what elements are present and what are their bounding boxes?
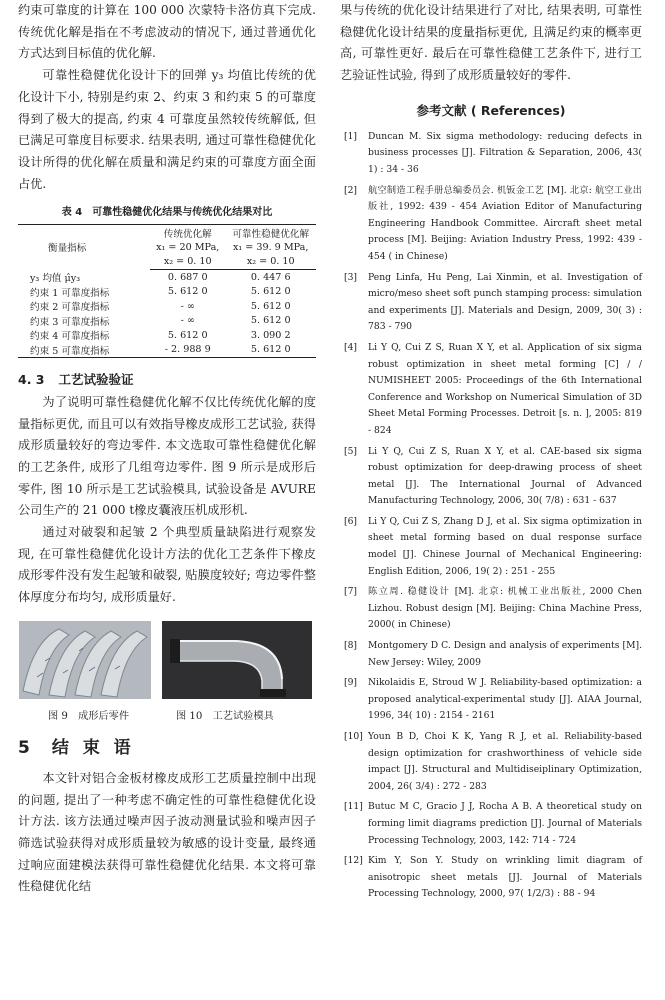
references-heading: 参考文献 ( References): [416, 102, 566, 118]
reference-number: [11]: [344, 801, 363, 813]
row-value-robust: 5. 612 0: [250, 286, 291, 298]
reference-item: [340, 638, 642, 671]
table-row: [18, 299, 316, 314]
row-label: 约束 3 可靠度指标: [30, 316, 110, 328]
reference-item: [340, 675, 642, 725]
reference-number: [4]: [344, 341, 358, 353]
table-row: [18, 328, 316, 343]
reference-item: [340, 444, 642, 510]
table-col1-x1: x₁ = 20 MPa,: [156, 241, 220, 253]
reference-text: Nikolaidis E, Stroud W J. Reliability-based optimization: a proposed analytical-experimental study [J]. AIAA Journal, 1996, 34( 10) : 2154 - 2161: [368, 677, 642, 722]
reference-item: [340, 270, 642, 336]
test-die-photo: [162, 621, 312, 699]
table-row: [18, 269, 316, 284]
row-value-traditional: - ∞: [180, 300, 195, 312]
row-label: 约束 4 可靠度指标: [30, 331, 110, 343]
reference-item: [340, 340, 642, 440]
table-col1-x2: x₂ = 0. 10: [150, 254, 225, 269]
reference-item: [340, 799, 642, 849]
reference-text: Li Y Q, Cui Z S, Ruan X Y, et al. CAE-based six sigma robust optimization for deep-drawing process of sheet metal [J]. The International Journal of Advanced Manufacturing Technology, 2006, 30( 7/8) : 631 - 637: [368, 445, 642, 507]
reference-text: Kim Y, Son Y. Study on wrinkling limit diagram of anisotropic sheet metals [J]. Journal of Materials Processing Technology, 2000, 97( 1/2/3) : 88 - 94: [368, 855, 642, 900]
section-heading-5: [18, 733, 316, 758]
table-caption: 表 4 可靠性稳健优化结果与传统优化结果对比: [61, 207, 273, 219]
figures-row: [18, 621, 316, 721]
row-value-robust: 0. 447 6: [250, 271, 291, 283]
table-col2-x1: x₁ = 39. 9 MPa,: [232, 241, 309, 253]
table-row: [18, 342, 316, 357]
row-label: 约束 2 可靠度指标: [30, 302, 110, 314]
reference-number: [8]: [344, 640, 358, 652]
row-value-traditional: - ∞: [180, 315, 195, 327]
reference-text: 航空制造工程手册总编委员会. 机钣金工艺 [M]. 北京: 航空工业出版社, 1992: 439 - 454 Aviation Editor of Manufacturing Engineering Handbook Committee. Aircraft sheet metal process [M]. Beijing: Aviation Industry Press, 1992: 439 - 454 ( in Chinese): [368, 184, 642, 262]
table-row: [18, 284, 316, 299]
paragraph-conclusion: 本文针对铝合金板材橡皮成形工艺质量控制中出现的问题, 提出了一种考虑不确定性的可靠性稳健优化设计方法. 该方法通过噪声因子波动测量试验和噪声因子筛选试验获得对成形质量较为敏感的设计变量, 最终通过响应面建模法获得可靠性稳健优化结果. 本文将可靠性稳健优化结: [18, 770, 316, 894]
table-header-row: [18, 225, 316, 240]
reference-text: Li Y Q, Cui Z S, Ruan X Y, et al. Application of six sigma robust optimization in sheet metal forming [C] / / NUMISHEET 2005: Proceedings of the 6th International Conference and Workshop on Numerical Simulation of 3D Sheet Metal Forming Processes. Detroit [s. n. ], 2005: 819 - 824: [368, 341, 642, 436]
paragraph-conclusion-continued: 果与传统的优化设计结果进行了对比, 结果表明, 可靠性稳健优化设计结果的度量指标更优, 且满足约束的概率更高, 可靠性更好. 最后在可靠性稳健工艺条件下, 进行工艺验证性试验, 得到了成形质量较好的零件.: [340, 3, 642, 83]
reference-text: 陈立周. 稳健设计 [M]. 北京: 机械工业出版社, 2000 Chen Lizhou. Robust design [M]. Beijing: China Machine Press, 2000( in Chinese): [368, 586, 642, 631]
left-column: [18, 0, 316, 898]
row-label: y₃ 均值 μ̂y₃: [30, 272, 81, 284]
row-value-robust: 5. 612 0: [250, 315, 291, 327]
reference-item: [340, 584, 642, 634]
row-value-robust: 5. 612 0: [250, 300, 291, 312]
section-number: 4. 3: [18, 371, 45, 387]
row-value-robust: 3. 090 2: [250, 329, 291, 341]
reference-number: [10]: [344, 731, 363, 742]
formed-parts-photo: [19, 621, 151, 699]
references-list: [340, 129, 642, 903]
row-value-robust: 5. 612 0: [225, 342, 316, 357]
reference-number: [6]: [344, 515, 358, 527]
reference-text: Montgomery D C. Design and analysis of experiments [M]. New Jersey: Wiley, 2009: [368, 640, 642, 668]
reference-item: [340, 514, 642, 580]
reference-text: Butuc M C, Gracio J J, Rocha A B. A theoretical study on forming limit diagrams prediction [J]. Journal of Materials Processing Technology, 2003, 142: 714 - 724: [368, 801, 642, 846]
reference-number: [3]: [344, 271, 358, 283]
reference-item: [340, 853, 642, 903]
section-title: 结 束 语: [51, 737, 135, 758]
reference-text: Peng Linfa, Hu Peng, Lai Xinmin, et al. Investigation of micro/meso sheet soft punch stamping process: simulation and experiments [J]. Materials and Design, 2009, 30( 3) : 783 - 790: [368, 271, 642, 333]
table-col1-title: 传统优化解: [150, 225, 225, 240]
reference-number: [9]: [344, 677, 358, 689]
reference-number: [5]: [344, 445, 358, 457]
paragraph-experiment: 为了说明可靠性稳健优化解不仅比传统优化解的度量指标更优, 而且可以有效指导橡皮成形工艺试验, 获得成形质量较好的弯边零件. 本文选取可靠性稳健优化解的工艺条件, 成形了几组弯边零件. 图 9 所示是成形后零件, 图 10 所示是工艺试验模具, 试验设备是 AVURE 公司生产的 21 000 t橡皮囊液压机成形机.: [18, 394, 316, 518]
reference-number: [1]: [344, 130, 358, 142]
figure-10-caption: 图 10 工艺试验模具: [176, 710, 274, 722]
table-col-label: 衡量指标: [18, 225, 150, 270]
row-value-traditional: 0. 687 0: [167, 271, 208, 283]
row-value-traditional: 5. 612 0: [167, 329, 208, 341]
reference-item: [340, 129, 642, 179]
row-label: 约束 1 可靠度指标: [30, 287, 110, 299]
section-title: 工艺试验验证: [58, 371, 134, 387]
reference-text: Youn B D, Choi K K, Yang R J, et al. Reliability-based design optimization for crashworthiness of vehicle side impact [J]. Structural and Multidiseiplinary Optimization, 2004, 26( 3/4) : 272 - 283: [368, 731, 642, 792]
row-value-traditional: - 2. 988 9: [150, 342, 225, 357]
section-heading-4-3: [18, 370, 316, 388]
section-number: 5: [18, 737, 34, 758]
row-label: 约束 5 可靠度指标: [18, 342, 150, 357]
table-col2-x2: x₂ = 0. 10: [225, 254, 316, 269]
paragraph-results: 可靠性稳健优化设计下的回弹 y₃ 均值比传统的优化设计下小, 特别是约束 2、约束 3 和约束 5 的可靠度得到了极大的提高, 约束 4 可靠度虽然较传统解低, 但已满足可靠度目标要求. 结果表明, 通过可靠性稳健优化设计所得的优化解在质量和满足约束的可靠度方面全面占优.: [18, 68, 316, 191]
reference-number: [12]: [344, 855, 363, 867]
table-row: [18, 313, 316, 328]
reference-number: [2]: [344, 184, 358, 196]
row-value-traditional: 5. 612 0: [167, 286, 208, 298]
reference-text: Duncan M. Six sigma methodology: reducing defects in business processes [J]. Filtration & Separation, 2006, 43( 1) : 34 - 36: [368, 130, 642, 175]
paragraph-reliability-note: 约束可靠度的计算在 100 000 次蒙特卡洛仿真下完成. 传统优化解是指在不考虑波动的情况下, 通过普通优化方式达到目标值的优化解.: [18, 3, 316, 61]
figure-9-caption: 图 9 成形后零件: [48, 710, 130, 722]
paragraph-observation: 通过对破裂和起皱 2 个典型质量缺陷进行观察发现, 在可靠性稳健优化设计方法的优化工艺条件下橡皮成形零件没有发生起皱和破裂, 贴膜度较好; 弯边零件整体厚度分布均匀, 成形质量好.: [18, 525, 316, 605]
table-col2-title: 可靠性稳健优化解: [225, 225, 316, 240]
reference-number: [7]: [344, 586, 358, 598]
reference-item: [340, 729, 642, 795]
reference-text: Li Y Q, Cui Z S, Zhang D J, et al. Six sigma optimization in sheet metal forming based on dual response surface model [J]. Chinese Journal of Mechanical Engineering: English Edition, 2006, 19( 2) : 251 - 255: [368, 515, 642, 577]
reference-item: [340, 183, 642, 266]
right-column: [340, 0, 642, 907]
results-table: [18, 224, 316, 358]
